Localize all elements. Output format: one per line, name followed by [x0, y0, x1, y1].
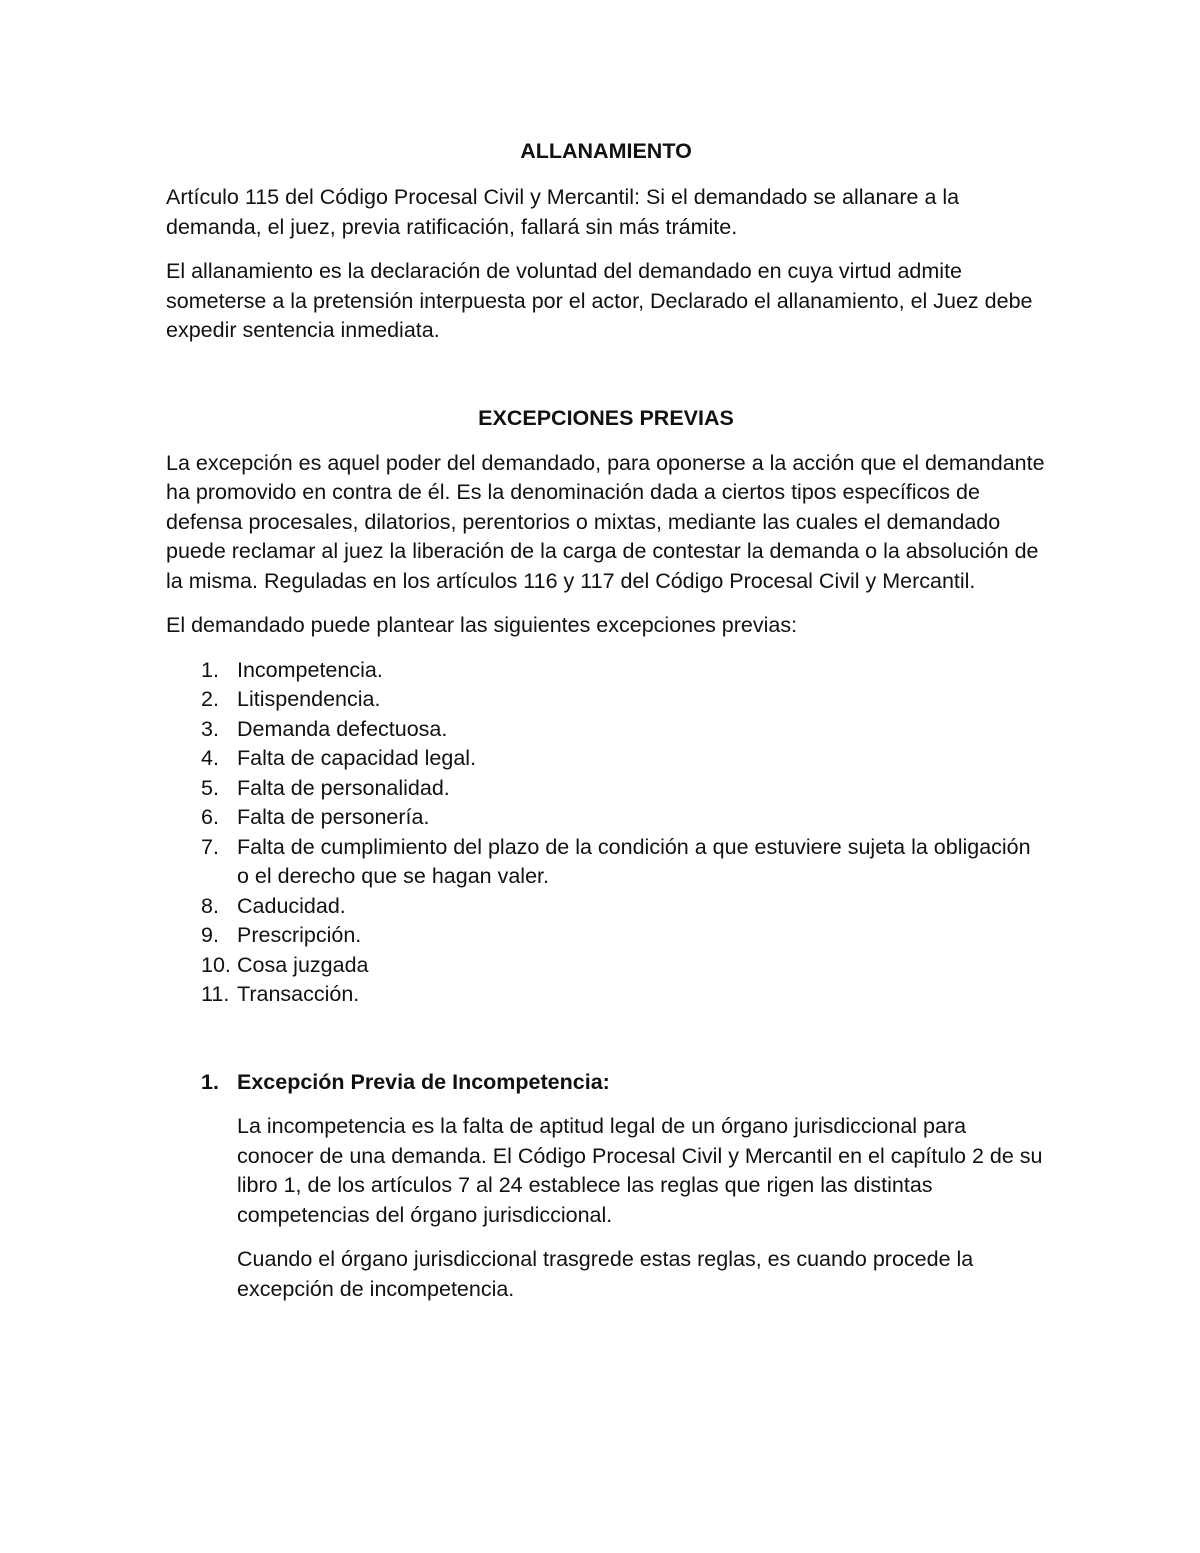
subsection-number: 1. — [201, 1069, 219, 1094]
list-item-text: Demanda defectuosa. — [237, 716, 448, 741]
excepciones-paragraph-2: El demandado puede plantear las siguientes excepciones previas: — [166, 613, 798, 637]
subsection-title — [166, 1068, 1046, 1098]
incompetencia-paragraph-1: La incompetencia es la falta de aptitud legal de un órgano jurisdiccional para conocer de una demanda. El Código Procesal Civil y Mercantil en el capítulo 2 de su libro 1, de los artículos 7 al 24 establece las reglas que rigen las distintas competencias del órgano jurisdiccional. — [237, 1114, 1043, 1227]
list-item-number: 8. — [201, 893, 219, 918]
list-item-number: 11. — [201, 982, 230, 1006]
subsection-title-text: Excepción Previa de Incompetencia: — [237, 1069, 610, 1094]
list-item-number: 10. — [201, 952, 231, 977]
section-title-allanamiento: ALLANAMIENTO — [520, 139, 692, 163]
list-item-text: Prescripción. — [237, 923, 362, 947]
list-item-number: 3. — [201, 716, 219, 741]
document-content — [166, 137, 1046, 1319]
list-item-text: Transacción. — [237, 982, 360, 1006]
list-item-number: 1. — [201, 657, 219, 682]
list-item — [166, 980, 1046, 1010]
excepciones-paragraph-1: La excepción es aquel poder del demandado, para oponerse a la acción que el demandante ha promovido en contra de él. Es la denominación dada a ciertos tipos específicos de defensa procesales, dilatorios, perentorios o mixtas, mediante las cuales el demandado puede reclamar al juez la liberación de la carga de contestar la demanda o la absolución de la misma. Reguladas en los artículos 116 y 117 del Código Procesal Civil y Mercantil. — [166, 450, 1045, 593]
list-item-text: Caducidad. — [237, 893, 346, 918]
allanamiento-paragraph-2: El allanamiento es la declaración de voluntad del demandado en cuya virtud admite someterse a la pretensión interpuesta por el actor, Declarado el allanamiento, el Juez debe expedir sentencia inmediata. — [166, 259, 1033, 342]
list-item-text: Cosa juzgada — [237, 952, 369, 977]
list-item-number: 5. — [201, 775, 219, 800]
list-item-number: 9. — [201, 923, 219, 947]
list-item — [166, 656, 1046, 686]
list-item — [166, 833, 1046, 892]
list-item — [166, 774, 1046, 804]
list-item-text: Falta de personalidad. — [237, 775, 450, 800]
subsection-incompetencia — [166, 1068, 1046, 1305]
list-item-text: Falta de capacidad legal. — [237, 746, 477, 770]
list-item-text: Litispendencia. — [237, 687, 381, 711]
list-item-text: Falta de cumplimiento del plazo de la condición a que estuviere sujeta la obligación o el derecho que se hagan valer. — [237, 834, 1031, 888]
section-title-excepciones: EXCEPCIONES PREVIAS — [478, 405, 734, 430]
list-item-number: 4. — [201, 746, 219, 770]
list-item — [166, 892, 1046, 922]
list-item-text: Falta de personería. — [237, 805, 430, 829]
allanamiento-paragraph-1: Artículo 115 del Código Procesal Civil y Mercantil: Si el demandado se allanare a la demanda, el juez, previa ratificación, fallará sin más trámite. — [166, 185, 960, 239]
incompetencia-paragraph-2: Cuando el órgano jurisdiccional trasgrede estas reglas, es cuando procede la excepción de incompetencia. — [237, 1247, 974, 1301]
list-item — [166, 685, 1046, 715]
list-item-number: 7. — [201, 834, 219, 859]
exceptions-list — [166, 656, 1046, 1010]
list-item — [166, 921, 1046, 951]
list-item-number: 6. — [201, 805, 219, 829]
list-item — [166, 744, 1046, 774]
list-item-number: 2. — [201, 687, 219, 711]
subsection-body — [166, 1112, 1046, 1304]
list-item-text: Incompetencia. — [237, 657, 383, 682]
list-item — [166, 951, 1046, 981]
list-item — [166, 803, 1046, 833]
list-item — [166, 715, 1046, 745]
